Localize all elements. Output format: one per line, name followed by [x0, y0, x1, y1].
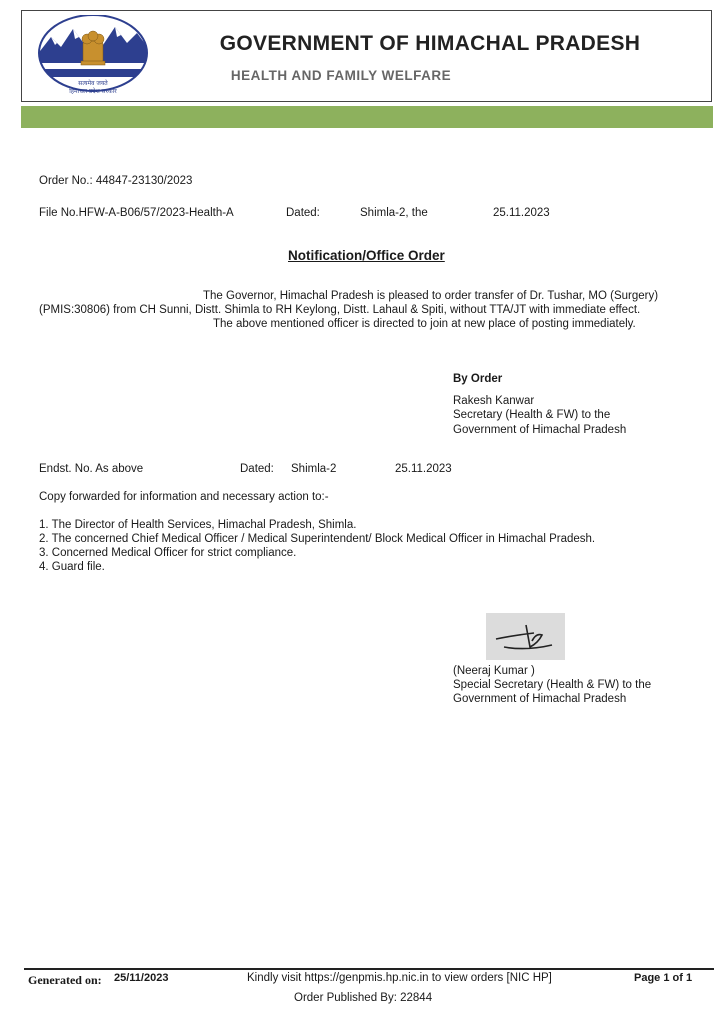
endst-place: Shimla-2	[291, 463, 337, 475]
body-line-3: The above mentioned officer is directed to join at new place of posting immediately.	[213, 318, 636, 330]
copy-forwarded-text: Copy forwarded for information and necessary action to:-	[39, 491, 329, 503]
government-title: GOVERNMENT OF HIMACHAL PRADESH	[219, 32, 641, 55]
signature-image	[486, 613, 565, 660]
endst-date: 25.11.2023	[395, 463, 452, 475]
signatory-designation-2: Government of Himachal Pradesh	[453, 693, 627, 705]
endst-dated-label: Dated:	[240, 463, 274, 475]
notification-title: Notification/Office Order	[288, 248, 445, 263]
by-order-designation-1: Secretary (Health & FW) to the	[453, 409, 611, 421]
visit-orders-text: Kindly visit https://genpmis.hp.nic.in to view orders [NIC HP]	[247, 972, 552, 984]
dated-label: Dated:	[286, 207, 320, 219]
header-accent-bar	[21, 106, 713, 128]
copy-list-item: 2. The concerned Chief Medical Officer / Medical Superintendent/ Block Medical Officer in Himachal Pradesh.	[39, 533, 596, 545]
endst-number: Endst. No. As above	[39, 463, 144, 475]
copy-list-item: 3. Concerned Medical Officer for strict compliance.	[39, 547, 297, 559]
by-order-label: By Order	[453, 373, 503, 385]
department-title: HEALTH AND FAMILY WELFARE	[230, 68, 452, 83]
copy-list-item: 4. Guard file.	[39, 561, 105, 573]
generated-date: 25/11/2023	[114, 972, 169, 984]
signatory-name: (Neeraj Kumar )	[453, 665, 535, 677]
by-order-name: Rakesh Kanwar	[453, 395, 535, 407]
by-order-designation-2: Government of Himachal Pradesh	[453, 424, 627, 436]
body-line-1: The Governor, Himachal Pradesh is pleased to order transfer of Dr. Tushar, MO (Surgery)	[203, 290, 659, 302]
footer-divider	[24, 968, 714, 970]
copy-list-item: 1. The Director of Health Services, Himachal Pradesh, Shimla.	[39, 519, 357, 531]
generated-label: Generated on:	[28, 973, 102, 987]
order-date: 25.11.2023	[493, 207, 550, 219]
svg-text:सत्यमेव जयते: सत्यमेव जयते	[78, 80, 108, 87]
order-place: Shimla-2, the	[360, 207, 428, 219]
himachal-emblem-logo	[37, 15, 149, 97]
file-number: File No.HFW-A-B06/57/2023-Health-A	[39, 207, 234, 219]
order-published-by: Order Published By: 22844	[294, 992, 433, 1004]
order-number: Order No.: 44847-23130/2023	[39, 175, 193, 187]
signatory-designation-1: Special Secretary (Health & FW) to the	[453, 679, 652, 691]
svg-text:हिमाचल प्रदेश सरकार: हिमाचल प्रदेश सरकार	[69, 88, 117, 95]
page-number: Page 1 of 1	[634, 972, 693, 984]
body-line-2: (PMIS:30806) from CH Sunni, Distt. Shimla to RH Keylong, Distt. Lahaul & Spiti, without TTA/JT with immediate effect.	[39, 304, 641, 316]
